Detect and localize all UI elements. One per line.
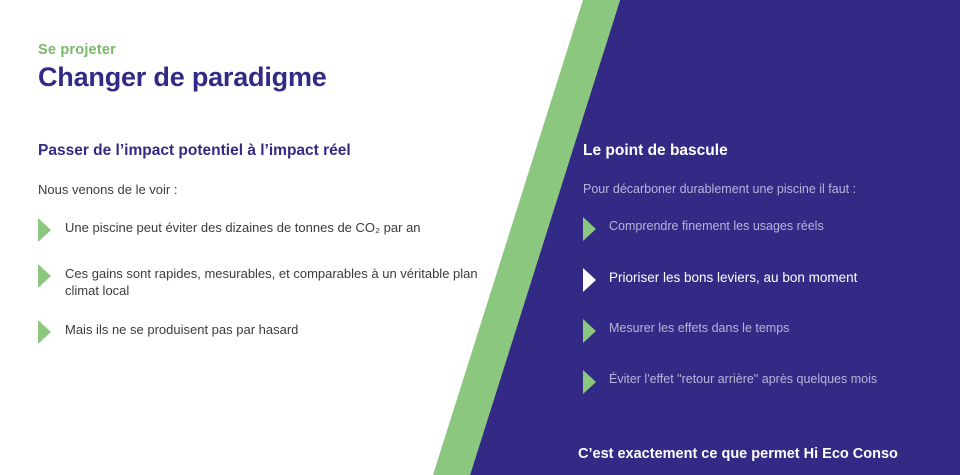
list-item — [38, 321, 508, 345]
list-item — [583, 269, 933, 293]
list-item-label: Comprendre finement les usages réels — [609, 219, 824, 233]
page-title: Changer de paradigme — [38, 62, 327, 92]
list-item — [38, 219, 508, 243]
arrow-right-icon — [38, 319, 51, 345]
left-intro-text: Nous venons de le voir : — [38, 182, 178, 197]
right-section-heading: Le point de bascule — [583, 142, 728, 159]
list-item — [583, 320, 933, 344]
list-item-label: Ces gains sont rapides, mesurables, et comparables à un véritable plan climat local — [65, 266, 478, 298]
right-intro-text: Pour décarboner durablement une piscine il faut : — [583, 182, 857, 196]
right-bullet-list — [583, 218, 933, 395]
closing-statement: C’est exactement ce que permet Hi Eco Conso — [578, 446, 898, 462]
list-item — [583, 218, 933, 242]
arrow-right-icon — [583, 369, 596, 395]
list-item — [583, 371, 933, 395]
left-column — [38, 142, 508, 367]
right-column — [583, 142, 933, 422]
list-item — [38, 265, 508, 299]
list-item-label: Prioriser les bons leviers, au bon moment — [609, 270, 858, 285]
arrow-right-icon — [583, 216, 596, 242]
list-item-label: Éviter l'effet "retour arrière" après quelques mois — [609, 372, 878, 386]
slide-kicker: Se projeter — [38, 42, 116, 58]
arrow-right-icon — [38, 263, 51, 289]
arrow-right-icon — [38, 217, 51, 243]
slide-header — [38, 42, 327, 93]
list-item-label: Mesurer les effets dans le temps — [609, 321, 790, 335]
left-section-heading: Passer de l’impact potentiel à l’impact réel — [38, 142, 351, 159]
list-item-label: Mais ils ne se produisent pas par hasard — [65, 322, 299, 337]
arrow-right-icon — [583, 267, 596, 293]
left-bullet-list — [38, 219, 508, 345]
list-item-label: Une piscine peut éviter des dizaines de tonnes de CO₂ par an — [65, 220, 421, 235]
arrow-right-icon — [583, 318, 596, 344]
